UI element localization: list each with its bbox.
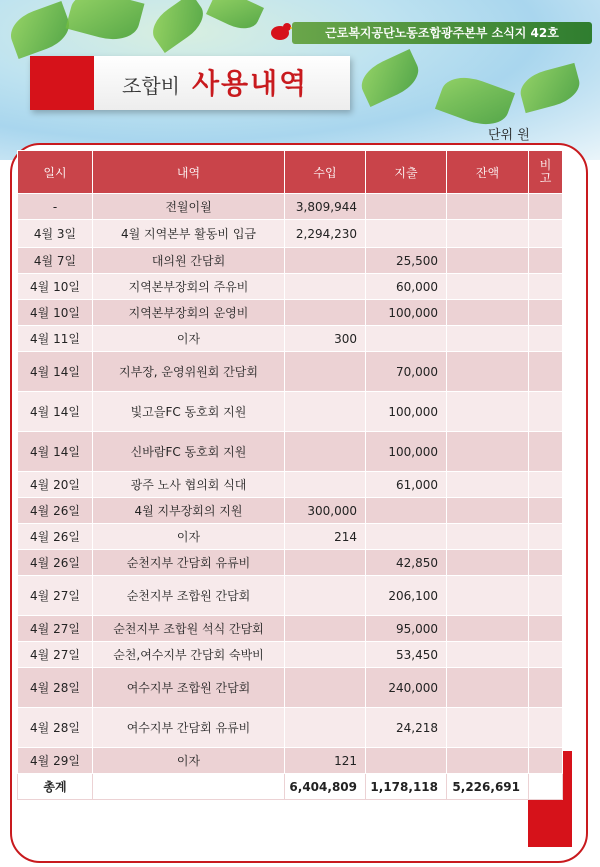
cell-balance	[447, 220, 529, 248]
cell-date: 4월 26일	[18, 550, 93, 576]
total-income: 6,404,809	[285, 774, 366, 800]
cell-date: 4월 14일	[18, 432, 93, 472]
cell-income	[285, 432, 366, 472]
cell-balance	[447, 616, 529, 642]
cell-balance	[447, 392, 529, 432]
cell-desc: 순천지부 조합원 간담회	[93, 576, 285, 616]
cell-desc: 순천,여수지부 간담회 숙박비	[93, 642, 285, 668]
cell-desc: 대의원 간담회	[93, 248, 285, 274]
cell-date: 4월 26일	[18, 524, 93, 550]
table-row	[18, 352, 563, 392]
cell-expense: 95,000	[366, 616, 447, 642]
table-row	[18, 248, 563, 274]
table-row	[18, 642, 563, 668]
cell-note	[529, 708, 563, 748]
cell-expense	[366, 748, 447, 774]
cell-expense	[366, 194, 447, 220]
cell-income	[285, 616, 366, 642]
newsletter-title: 근로복지공단노동조합광주본부 소식지 42호	[325, 26, 559, 40]
cell-income	[285, 472, 366, 498]
cell-expense: 61,000	[366, 472, 447, 498]
table-row	[18, 708, 563, 748]
total-expense: 1,178,118	[366, 774, 447, 800]
cell-expense: 100,000	[366, 432, 447, 472]
column-header-note: 비고	[529, 151, 563, 194]
cell-note	[529, 220, 563, 248]
cell-note	[529, 550, 563, 576]
cell-balance	[447, 748, 529, 774]
table-row	[18, 194, 563, 220]
cell-expense	[366, 498, 447, 524]
cell-desc: 지역본부장회의 주유비	[93, 274, 285, 300]
cell-note	[529, 274, 563, 300]
cell-note	[529, 748, 563, 774]
cell-date: 4월 10일	[18, 300, 93, 326]
table-row	[18, 472, 563, 498]
total-balance: 5,226,691	[447, 774, 529, 800]
cell-date: 4월 27일	[18, 642, 93, 668]
total-empty	[529, 774, 563, 800]
table-body	[18, 194, 563, 800]
cell-date: 4월 28일	[18, 668, 93, 708]
cell-expense: 25,500	[366, 248, 447, 274]
table-row	[18, 498, 563, 524]
cell-expense	[366, 326, 447, 352]
cell-expense: 53,450	[366, 642, 447, 668]
expense-table	[17, 150, 563, 800]
cell-balance	[447, 300, 529, 326]
cell-note	[529, 524, 563, 550]
cell-note	[529, 668, 563, 708]
cell-date: 4월 11일	[18, 326, 93, 352]
column-header-balance: 잔액	[447, 151, 529, 194]
cell-income	[285, 708, 366, 748]
cell-date: -	[18, 194, 93, 220]
table-row	[18, 432, 563, 472]
cell-desc: 지부장, 운영위원회 간담회	[93, 352, 285, 392]
cell-expense	[366, 220, 447, 248]
cell-note	[529, 472, 563, 498]
page-title: 사용내역	[192, 67, 309, 100]
cell-note	[529, 498, 563, 524]
cell-desc: 지역본부장회의 운영비	[93, 300, 285, 326]
cell-note	[529, 352, 563, 392]
total-label: 총계	[18, 774, 93, 800]
cell-note	[529, 576, 563, 616]
cell-desc: 신바람FC 동호회 지원	[93, 432, 285, 472]
bird-icon	[268, 18, 294, 44]
cell-note	[529, 248, 563, 274]
cell-income	[285, 300, 366, 326]
cell-expense	[366, 524, 447, 550]
cell-note	[529, 616, 563, 642]
table-row	[18, 550, 563, 576]
cell-balance	[447, 550, 529, 576]
column-header-expense: 지출	[366, 151, 447, 194]
total-row	[18, 774, 563, 800]
cell-desc: 빛고을FC 동호회 지원	[93, 392, 285, 432]
cell-income	[285, 668, 366, 708]
cell-expense: 42,850	[366, 550, 447, 576]
cell-expense: 24,218	[366, 708, 447, 748]
cell-date: 4월 26일	[18, 498, 93, 524]
cell-balance	[447, 708, 529, 748]
cell-balance	[447, 326, 529, 352]
cell-date: 4월 28일	[18, 708, 93, 748]
cell-income: 300,000	[285, 498, 366, 524]
table-row	[18, 576, 563, 616]
cell-note	[529, 300, 563, 326]
cell-desc: 광주 노사 협의회 식대	[93, 472, 285, 498]
cell-balance	[447, 524, 529, 550]
cell-income: 214	[285, 524, 366, 550]
cell-balance	[447, 472, 529, 498]
cell-note	[529, 642, 563, 668]
table-row	[18, 524, 563, 550]
cell-income	[285, 248, 366, 274]
cell-desc: 이자	[93, 524, 285, 550]
cell-desc: 여수지부 조합원 간담회	[93, 668, 285, 708]
cell-desc: 4월 지부장회의 지원	[93, 498, 285, 524]
cell-income: 121	[285, 748, 366, 774]
cell-date: 4월 14일	[18, 392, 93, 432]
cell-balance	[447, 248, 529, 274]
title-accent	[30, 56, 94, 110]
cell-expense: 70,000	[366, 352, 447, 392]
column-header-description: 내역	[93, 151, 285, 194]
table-row	[18, 748, 563, 774]
cell-expense: 60,000	[366, 274, 447, 300]
cell-income: 2,294,230	[285, 220, 366, 248]
cell-note	[529, 326, 563, 352]
cell-date: 4월 10일	[18, 274, 93, 300]
cell-desc: 여수지부 간담회 유류비	[93, 708, 285, 748]
cell-balance	[447, 498, 529, 524]
table-row	[18, 668, 563, 708]
table-row	[18, 326, 563, 352]
unit-label: 단위 원	[488, 128, 530, 143]
newsletter-banner	[292, 22, 592, 44]
table-row	[18, 300, 563, 326]
table-row	[18, 220, 563, 248]
cell-desc: 순천지부 조합원 석식 간담회	[93, 616, 285, 642]
cell-expense: 100,000	[366, 300, 447, 326]
cell-desc: 이자	[93, 748, 285, 774]
cell-balance	[447, 432, 529, 472]
cell-date: 4월 20일	[18, 472, 93, 498]
cell-note	[529, 194, 563, 220]
cell-balance	[447, 576, 529, 616]
cell-balance	[447, 194, 529, 220]
cell-balance	[447, 668, 529, 708]
cell-balance	[447, 352, 529, 392]
cell-income	[285, 392, 366, 432]
cell-desc: 이자	[93, 326, 285, 352]
table-header-row	[18, 151, 563, 194]
title-sub: 조합비	[122, 74, 180, 98]
column-header-date: 일시	[18, 151, 93, 194]
cell-income	[285, 352, 366, 392]
total-empty	[93, 774, 285, 800]
column-header-income: 수입	[285, 151, 366, 194]
cell-date: 4월 7일	[18, 248, 93, 274]
cell-income	[285, 576, 366, 616]
cell-date: 4월 27일	[18, 616, 93, 642]
cell-balance	[447, 642, 529, 668]
table-row	[18, 392, 563, 432]
cell-desc: 4월 지역본부 활동비 입금	[93, 220, 285, 248]
cell-income: 3,809,944	[285, 194, 366, 220]
cell-expense: 240,000	[366, 668, 447, 708]
cell-desc: 순천지부 간담회 유류비	[93, 550, 285, 576]
cell-note	[529, 392, 563, 432]
cell-income	[285, 550, 366, 576]
cell-note	[529, 432, 563, 472]
cell-balance	[447, 274, 529, 300]
cell-date: 4월 29일	[18, 748, 93, 774]
cell-income	[285, 642, 366, 668]
cell-desc: 전월이월	[93, 194, 285, 220]
cell-expense: 100,000	[366, 392, 447, 432]
cell-date: 4월 14일	[18, 352, 93, 392]
table-row	[18, 274, 563, 300]
cell-date: 4월 3일	[18, 220, 93, 248]
cell-expense: 206,100	[366, 576, 447, 616]
table-row	[18, 616, 563, 642]
cell-date: 4월 27일	[18, 576, 93, 616]
cell-income: 300	[285, 326, 366, 352]
cell-income	[285, 274, 366, 300]
